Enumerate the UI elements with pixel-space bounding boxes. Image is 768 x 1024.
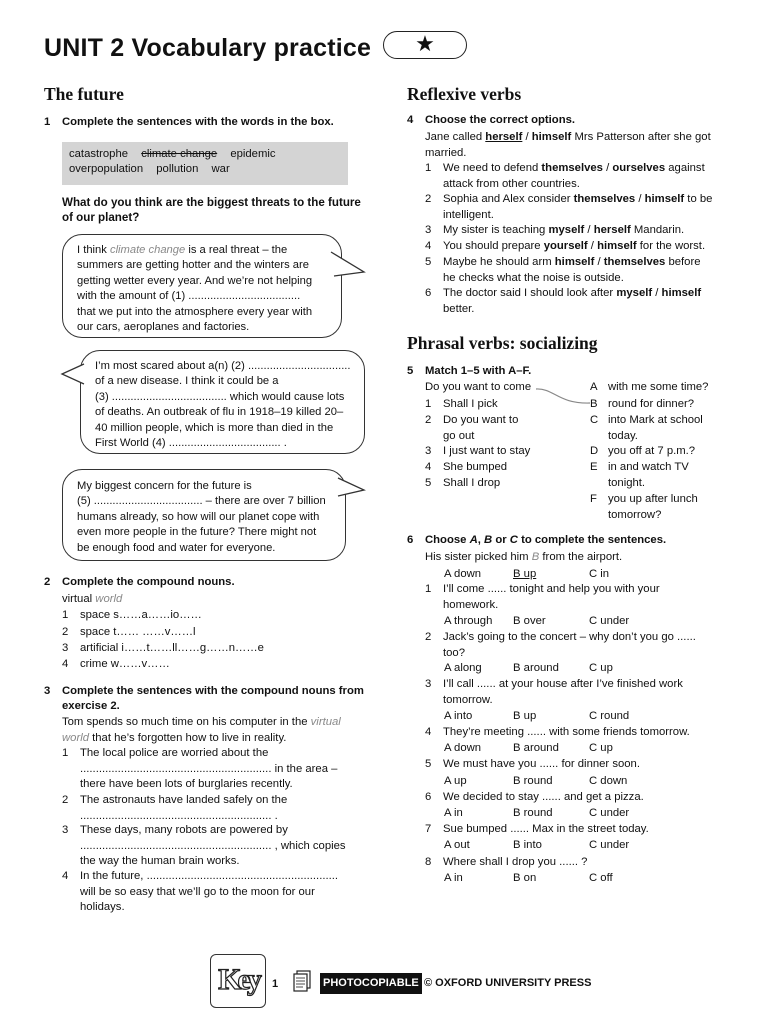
box-word-crossed: climate change: [141, 148, 218, 160]
list-item: 1 space s……a……io……: [62, 609, 202, 621]
publisher-label: © OXFORD UNIVERSITY PRESS: [424, 977, 592, 989]
exercise-1-question: What do you think are the biggest threats to the future of our planet?: [62, 196, 361, 225]
list-item: 4 You should prepare yourself / himself for the worst.: [425, 240, 706, 252]
match-right-item: F you up after lunch tomorrow?: [590, 493, 698, 521]
answer-options: A down B around C up: [444, 742, 613, 754]
word-box: [62, 142, 348, 185]
speech-bubble-2: I’m most scared about a(n) (2) ................................. of a new disease. I think it could be a (3) ..................................... which would cause lots of deaths. An outbreak of flu in 1918–19 killed 20– 40 million people, which is more than died in the First World (4) .................................... .: [80, 350, 365, 454]
bubble-tail: [60, 362, 86, 388]
answer-options: A through B over C under: [444, 615, 630, 627]
match-left-item: 4 She bumped: [425, 461, 508, 473]
list-item: 1 The local police are worried about the ............................................................. in the area – there have been lots of burglaries recently.: [62, 747, 338, 791]
list-item: 4 crime w……v……: [62, 658, 170, 670]
answer-options: A in B round C under: [444, 807, 630, 819]
match-right-item: E in and watch TV tonight.: [590, 461, 689, 489]
bubble-tail: [330, 250, 366, 280]
list-item: 6 We decided to stay ...... and get a pizza.: [425, 791, 644, 803]
box-word: epidemic: [230, 148, 276, 160]
answer-options: A along B around C up: [444, 662, 613, 674]
list-item: 3 These days, many robots are powered by ............................................................. , which copies the way the human brain works.: [62, 824, 346, 868]
box-word: catastrophe: [69, 148, 129, 160]
exercise-4-instruction: 4 Choose the correct options.: [407, 114, 576, 126]
match-connector-line: [534, 384, 594, 408]
example-options: A down B up C in: [444, 568, 610, 580]
exercise-6-instruction: 6 Choose A, B or C to complete the sentences.: [407, 534, 667, 546]
photocopiable-label: PHOTOCOPIABLE: [320, 973, 422, 994]
list-item: 1 We need to defend themselves / ourselves against attack from other countries.: [425, 162, 705, 190]
box-word: overpopulation: [69, 163, 144, 176]
answer-options: A into B up C round: [444, 710, 630, 722]
list-item: 2 Jack’s going to the concert – why don’t you go ...... too?: [425, 631, 696, 659]
list-item: 3 I’ll call ...... at your house after I’ve finished work tomorrow.: [425, 678, 683, 706]
list-item: 5 Maybe he should arm himself / themselves before he checks what the noise is outside.: [425, 256, 701, 284]
photocopy-icon: [291, 970, 313, 994]
exercise-2-instruction: 2 Complete the compound nouns.: [44, 576, 235, 588]
list-item: 4 They’re meeting ...... with some friends tomorrow.: [425, 726, 690, 738]
box-word: war: [211, 163, 230, 176]
page-title: UNIT 2 Vocabulary practice: [44, 34, 372, 62]
match-left-item: 3 I just want to stay: [425, 445, 531, 457]
list-item: 2 space t…… ……v……l: [62, 626, 196, 638]
section-title-future: The future: [44, 84, 124, 104]
match-left-example: Do you want to come: [425, 381, 532, 393]
list-item: 6 The doctor said I should look after myself / himself better.: [425, 287, 702, 315]
speech-bubble-1: I think climate change is a real threat – the summers are getting hotter and the winters are getting wetter every year. And we’re not helping with the amount of (1) .................................... that we put into the atmosphere every year with our cars, aeroplanes and factories.: [62, 234, 342, 338]
page-number: 1: [272, 978, 279, 990]
answer-options: A out B into C under: [444, 839, 630, 851]
list-item: 4 In the future, ............................................................. will be so easy that we’ll go to the moon for our holidays.: [62, 870, 339, 914]
list-item: 5 We must have you ...... for dinner soon.: [425, 758, 640, 770]
exercise-4-example: Jane called herself / himself Mrs Patterson after she got married.: [425, 131, 711, 159]
match-right-item: B round for dinner?: [590, 398, 695, 410]
box-word: pollution: [156, 163, 199, 176]
example-answer: climate change: [109, 244, 186, 256]
speech-bubble-3: My biggest concern for the future is (5) ................................... – there are over 7 billion humans already, so how will our planet cope with even more people in the future? There might not be enough food and water for everyone.: [62, 469, 346, 561]
exercise-2-example: virtual world: [62, 593, 123, 605]
section-title-phrasal: Phrasal verbs: socializing: [407, 333, 598, 353]
list-item: 8 Where shall I drop you ...... ?: [425, 856, 588, 868]
match-left-item: 5 Shall I drop: [425, 477, 501, 489]
exercise-5-instruction: 5 Match 1–5 with A–F.: [407, 365, 532, 377]
list-item: 2 Sophia and Alex consider themselves / himself to be intelligent.: [425, 193, 713, 221]
bubble-tail: [336, 476, 366, 502]
match-right-item: A with me some time?: [590, 381, 709, 393]
list-item: 1 I’ll come ...... tonight and help you with your homework.: [425, 583, 660, 611]
match-right-item: C into Mark at school today.: [590, 414, 703, 442]
exercise-3-example: Tom spends so much time on his computer in the virtual world that he’s forgotten how to live in reality.: [62, 716, 341, 744]
match-left-item: 1 Shall I pick: [425, 398, 498, 410]
star-icon: ★: [383, 31, 467, 59]
match-left-item: 2 Do you want to go out: [425, 414, 519, 442]
list-item: 3 artificial i……t……ll……g……n……e: [62, 642, 264, 654]
section-title-reflexive: Reflexive verbs: [407, 84, 522, 104]
exercise-1-instruction: 1 Complete the sentences with the words in the box.: [44, 116, 334, 128]
key-logo: Key: [210, 954, 266, 1008]
answer-options: A in B on C off: [444, 872, 613, 884]
exercise-3-instruction: 3 Complete the sentences with the compound nouns from exercise 2.: [44, 685, 364, 712]
exercise-6-example: His sister picked him B from the airport.: [425, 551, 623, 563]
list-item: 7 Sue bumped ...... Max in the street today.: [425, 823, 649, 835]
list-item: 2 The astronauts have landed safely on the ............................................................. .: [62, 794, 288, 822]
answer-options: A up B round C down: [444, 775, 628, 787]
list-item: 3 My sister is teaching myself / herself Mandarin.: [425, 224, 685, 236]
match-right-item: D you off at 7 p.m.?: [590, 445, 696, 457]
